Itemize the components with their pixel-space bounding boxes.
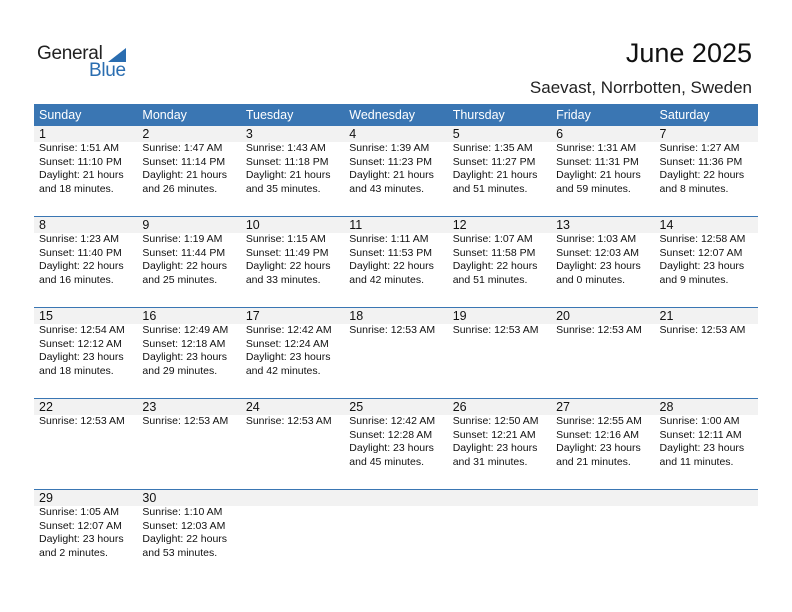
day-detail-line: Sunset: 11:23 PM: [349, 155, 432, 168]
day-cell: [344, 233, 447, 287]
day-detail-line: Daylight: 23 hours: [142, 351, 228, 363]
day-cell: [448, 142, 551, 196]
weekday-friday: Friday: [556, 108, 591, 122]
day-detail-line: and 35 minutes.: [245, 182, 321, 195]
day-detail-line: and 33 minutes.: [245, 273, 321, 286]
day-cell: [655, 142, 758, 196]
day-cell: [34, 415, 137, 469]
day-cell: [655, 506, 758, 560]
day-detail-line: Sunset: 11:40 PM: [39, 246, 122, 259]
day-number: 30: [142, 491, 157, 505]
day-detail-line: Sunset: 12:07 AM: [659, 246, 743, 259]
day-number: 26: [452, 400, 467, 414]
weekday-sunday: Sunday: [39, 108, 82, 122]
day-number: 25: [349, 400, 364, 414]
day-detail-line: Sunrise: 1:10 AM: [142, 506, 223, 518]
day-detail-line: Sunset: 12:07 AM: [39, 519, 122, 532]
day-detail-line: and 51 minutes.: [452, 182, 528, 195]
day-cell: [241, 415, 344, 469]
day-cell: [34, 506, 137, 560]
day-cell: [551, 142, 654, 196]
brand-part1: General: [37, 43, 103, 64]
day-detail-line: Daylight: 21 hours: [349, 169, 434, 181]
day-number: 12: [452, 218, 467, 232]
day-detail-line: Sunset: 11:31 PM: [556, 155, 639, 168]
day-number: 20: [556, 309, 571, 323]
day-info-row: [34, 142, 758, 196]
location-subtitle: Saevast, Norrbotten, Sweden: [529, 78, 752, 97]
day-detail-line: Sunrise: 12:50 AM: [452, 415, 539, 427]
day-detail-line: Sunrise: 12:58 AM: [659, 233, 746, 245]
day-detail-line: Sunset: 12:28 AM: [349, 428, 433, 441]
day-cell: [448, 506, 551, 560]
day-detail-line: Sunrise: 1:11 AM: [349, 233, 429, 245]
day-detail-line: Daylight: 22 hours: [39, 260, 124, 272]
day-detail-line: Sunrise: 12:53 AM: [556, 324, 642, 336]
day-detail-line: Sunset: 11:27 PM: [452, 155, 536, 168]
day-detail-line: and 31 minutes.: [452, 455, 528, 468]
day-cell: [655, 415, 758, 469]
day-number: 9: [142, 218, 150, 232]
day-cell: [655, 324, 758, 378]
day-detail-line: and 18 minutes.: [39, 364, 114, 377]
day-detail-line: Sunset: 11:18 PM: [245, 155, 329, 168]
weekday-tuesday: Tuesday: [245, 108, 294, 122]
day-cell: [137, 324, 240, 378]
day-number: 18: [349, 309, 364, 323]
day-detail-line: Sunrise: 1:27 AM: [659, 142, 740, 154]
day-detail-line: Sunset: 11:44 PM: [142, 246, 226, 259]
week-row: [34, 489, 758, 580]
day-detail-line: Daylight: 23 hours: [659, 260, 745, 272]
day-detail-line: Sunset: 11:36 PM: [659, 155, 743, 168]
day-detail-line: Daylight: 21 hours: [142, 169, 228, 181]
day-info-row: [34, 324, 758, 378]
weekday-header: [34, 104, 758, 126]
day-detail-line: Sunrise: 1:19 AM: [142, 233, 223, 245]
day-cell: [34, 233, 137, 287]
day-detail-line: Sunset: 12:03 AM: [142, 519, 226, 532]
brand-part2: Blue: [89, 60, 126, 81]
page-title: June 2025: [625, 38, 752, 68]
day-number: 14: [659, 218, 674, 232]
day-number: 5: [452, 127, 460, 141]
day-number: 6: [556, 127, 564, 141]
day-detail-line: Daylight: 23 hours: [39, 533, 124, 545]
day-detail-line: Sunset: 12:12 AM: [39, 337, 122, 350]
day-info-row: [34, 233, 758, 287]
day-detail-line: Sunset: 11:10 PM: [39, 155, 122, 168]
day-cell: [137, 142, 240, 196]
day-detail-line: Daylight: 21 hours: [452, 169, 538, 181]
day-detail-line: Sunrise: 1:31 AM: [556, 142, 637, 154]
day-info-row: [34, 506, 758, 560]
day-detail-line: Sunrise: 12:54 AM: [39, 324, 125, 336]
day-detail-line: Daylight: 22 hours: [142, 260, 228, 272]
day-detail-line: and 16 minutes.: [39, 273, 114, 286]
day-detail-line: Sunrise: 1:15 AM: [245, 233, 326, 245]
day-number: [241, 490, 344, 506]
day-detail-line: Daylight: 23 hours: [39, 351, 124, 363]
day-cell: [344, 415, 447, 469]
day-number: 28: [659, 400, 674, 414]
day-number: 22: [39, 400, 53, 414]
day-detail-line: Sunrise: 1:35 AM: [452, 142, 533, 154]
weekday-thursday: Thursday: [452, 108, 505, 122]
day-detail-line: and 43 minutes.: [349, 182, 424, 195]
day-detail-line: Sunrise: 1:23 AM: [39, 233, 119, 245]
day-number: 17: [245, 309, 260, 323]
day-number: 23: [142, 400, 157, 414]
day-number: 3: [245, 127, 253, 141]
day-detail-line: Sunset: 12:11 AM: [659, 428, 742, 441]
day-detail-line: Sunset: 12:03 AM: [556, 246, 639, 259]
day-detail-line: Sunset: 12:16 AM: [556, 428, 639, 441]
day-cell: [448, 324, 551, 378]
day-number: [448, 490, 551, 506]
day-detail-line: Daylight: 23 hours: [452, 442, 538, 454]
week-row: [34, 126, 758, 216]
day-detail-line: Sunrise: 12:49 AM: [142, 324, 229, 336]
day-number: 16: [142, 309, 157, 323]
day-cell: [241, 142, 344, 196]
day-number: [344, 490, 447, 506]
day-detail-line: and 42 minutes.: [245, 364, 321, 377]
day-number-bar: [34, 490, 758, 506]
day-detail-line: Daylight: 21 hours: [39, 169, 124, 181]
day-detail-line: Sunrise: 12:53 AM: [659, 324, 746, 336]
day-detail-line: and 53 minutes.: [142, 546, 218, 559]
week-row: [34, 398, 758, 489]
day-detail-line: and 51 minutes.: [452, 273, 528, 286]
day-detail-line: Sunrise: 12:53 AM: [349, 324, 436, 336]
day-number: [551, 490, 654, 506]
day-detail-line: Daylight: 22 hours: [659, 169, 745, 181]
day-detail-line: Sunset: 11:53 PM: [349, 246, 432, 259]
day-number: 21: [659, 309, 674, 323]
day-cell: [241, 324, 344, 378]
day-detail-line: Sunset: 11:58 PM: [452, 246, 536, 259]
day-number: 8: [39, 218, 46, 232]
day-detail-line: Daylight: 23 hours: [245, 351, 331, 363]
day-detail-line: Daylight: 22 hours: [142, 533, 228, 545]
day-detail-line: Sunrise: 12:53 AM: [452, 324, 539, 336]
day-detail-line: and 2 minutes.: [39, 546, 108, 559]
day-number: 11: [349, 218, 363, 232]
weekday-monday: Monday: [142, 108, 187, 122]
day-detail-line: Daylight: 21 hours: [556, 169, 641, 181]
calendar-grid: [34, 104, 758, 580]
day-number: 1: [39, 127, 46, 141]
day-detail-line: Sunset: 12:18 AM: [142, 337, 226, 350]
day-detail-line: and 59 minutes.: [556, 182, 631, 195]
day-cell: [655, 233, 758, 287]
day-number: 27: [556, 400, 571, 414]
day-number-bar: [34, 399, 758, 415]
day-detail-line: Sunrise: 12:53 AM: [245, 415, 332, 427]
day-cell: [137, 233, 240, 287]
day-number: 13: [556, 218, 571, 232]
weekday-saturday: Saturday: [659, 108, 710, 122]
day-number-bar: [34, 126, 758, 142]
day-number: 15: [39, 309, 53, 323]
day-detail-line: Sunrise: 1:47 AM: [142, 142, 223, 154]
day-cell: [137, 415, 240, 469]
day-detail-line: and 18 minutes.: [39, 182, 114, 195]
day-detail-line: Daylight: 23 hours: [659, 442, 745, 454]
day-detail-line: Sunrise: 1:07 AM: [452, 233, 533, 245]
day-cell: [344, 324, 447, 378]
day-detail-line: Sunset: 11:49 PM: [245, 246, 329, 259]
weeks-container: [34, 126, 758, 580]
day-detail-line: Daylight: 22 hours: [245, 260, 331, 272]
day-detail-line: Sunrise: 1:51 AM: [39, 142, 119, 154]
day-detail-line: Sunset: 12:24 AM: [245, 337, 329, 350]
day-detail-line: and 26 minutes.: [142, 182, 218, 195]
day-detail-line: Sunrise: 1:03 AM: [556, 233, 637, 245]
day-cell: [448, 415, 551, 469]
day-detail-line: and 0 minutes.: [556, 273, 625, 286]
day-detail-line: and 45 minutes.: [349, 455, 424, 468]
day-detail-line: and 21 minutes.: [556, 455, 631, 468]
day-detail-line: Sunrise: 1:39 AM: [349, 142, 430, 154]
day-detail-line: Sunrise: 1:43 AM: [245, 142, 326, 154]
day-number-bar: [34, 308, 758, 324]
day-cell: [551, 415, 654, 469]
day-detail-line: and 42 minutes.: [349, 273, 424, 286]
week-row: [34, 216, 758, 307]
weekday-wednesday: Wednesday: [349, 108, 416, 122]
day-detail-line: Daylight: 23 hours: [349, 442, 434, 454]
day-detail-line: Daylight: 22 hours: [452, 260, 538, 272]
day-number: 10: [245, 218, 260, 232]
day-detail-line: Daylight: 22 hours: [349, 260, 434, 272]
day-number: 24: [245, 400, 260, 414]
day-detail-line: Sunrise: 1:00 AM: [659, 415, 740, 427]
day-detail-line: and 8 minutes.: [659, 182, 729, 195]
day-detail-line: and 11 minutes.: [659, 455, 734, 468]
day-detail-line: Daylight: 23 hours: [556, 260, 641, 272]
week-row: [34, 307, 758, 398]
day-cell: [448, 233, 551, 287]
day-detail-line: Sunrise: 12:53 AM: [142, 415, 229, 427]
day-detail-line: Sunrise: 12:42 AM: [245, 324, 332, 336]
day-cell: [551, 233, 654, 287]
day-detail-line: Sunrise: 12:53 AM: [39, 415, 125, 427]
day-number: 29: [39, 491, 53, 505]
day-cell: [551, 324, 654, 378]
day-detail-line: Daylight: 23 hours: [556, 442, 641, 454]
day-detail-line: and 25 minutes.: [142, 273, 218, 286]
day-cell: [344, 142, 447, 196]
day-cell: [241, 233, 344, 287]
day-cell: [551, 506, 654, 560]
day-detail-line: Daylight: 21 hours: [245, 169, 331, 181]
day-detail-line: and 29 minutes.: [142, 364, 218, 377]
day-number: [655, 490, 758, 506]
day-cell: [34, 142, 137, 196]
day-detail-line: and 9 minutes.: [659, 273, 729, 286]
day-detail-line: Sunrise: 1:05 AM: [39, 506, 119, 518]
day-detail-line: Sunrise: 12:55 AM: [556, 415, 642, 427]
day-number: 19: [452, 309, 467, 323]
day-cell: [344, 506, 447, 560]
day-number: 2: [142, 127, 150, 141]
day-detail-line: Sunset: 12:21 AM: [452, 428, 536, 441]
day-number: 7: [659, 127, 667, 141]
day-info-row: [34, 415, 758, 469]
day-number-bar: [34, 217, 758, 233]
day-cell: [241, 506, 344, 560]
day-detail-line: Sunrise: 12:42 AM: [349, 415, 436, 427]
day-cell: [34, 324, 137, 378]
brand-logo: [37, 43, 137, 81]
day-cell: [137, 506, 240, 560]
day-number: 4: [349, 127, 357, 141]
day-detail-line: Sunset: 11:14 PM: [142, 155, 226, 168]
